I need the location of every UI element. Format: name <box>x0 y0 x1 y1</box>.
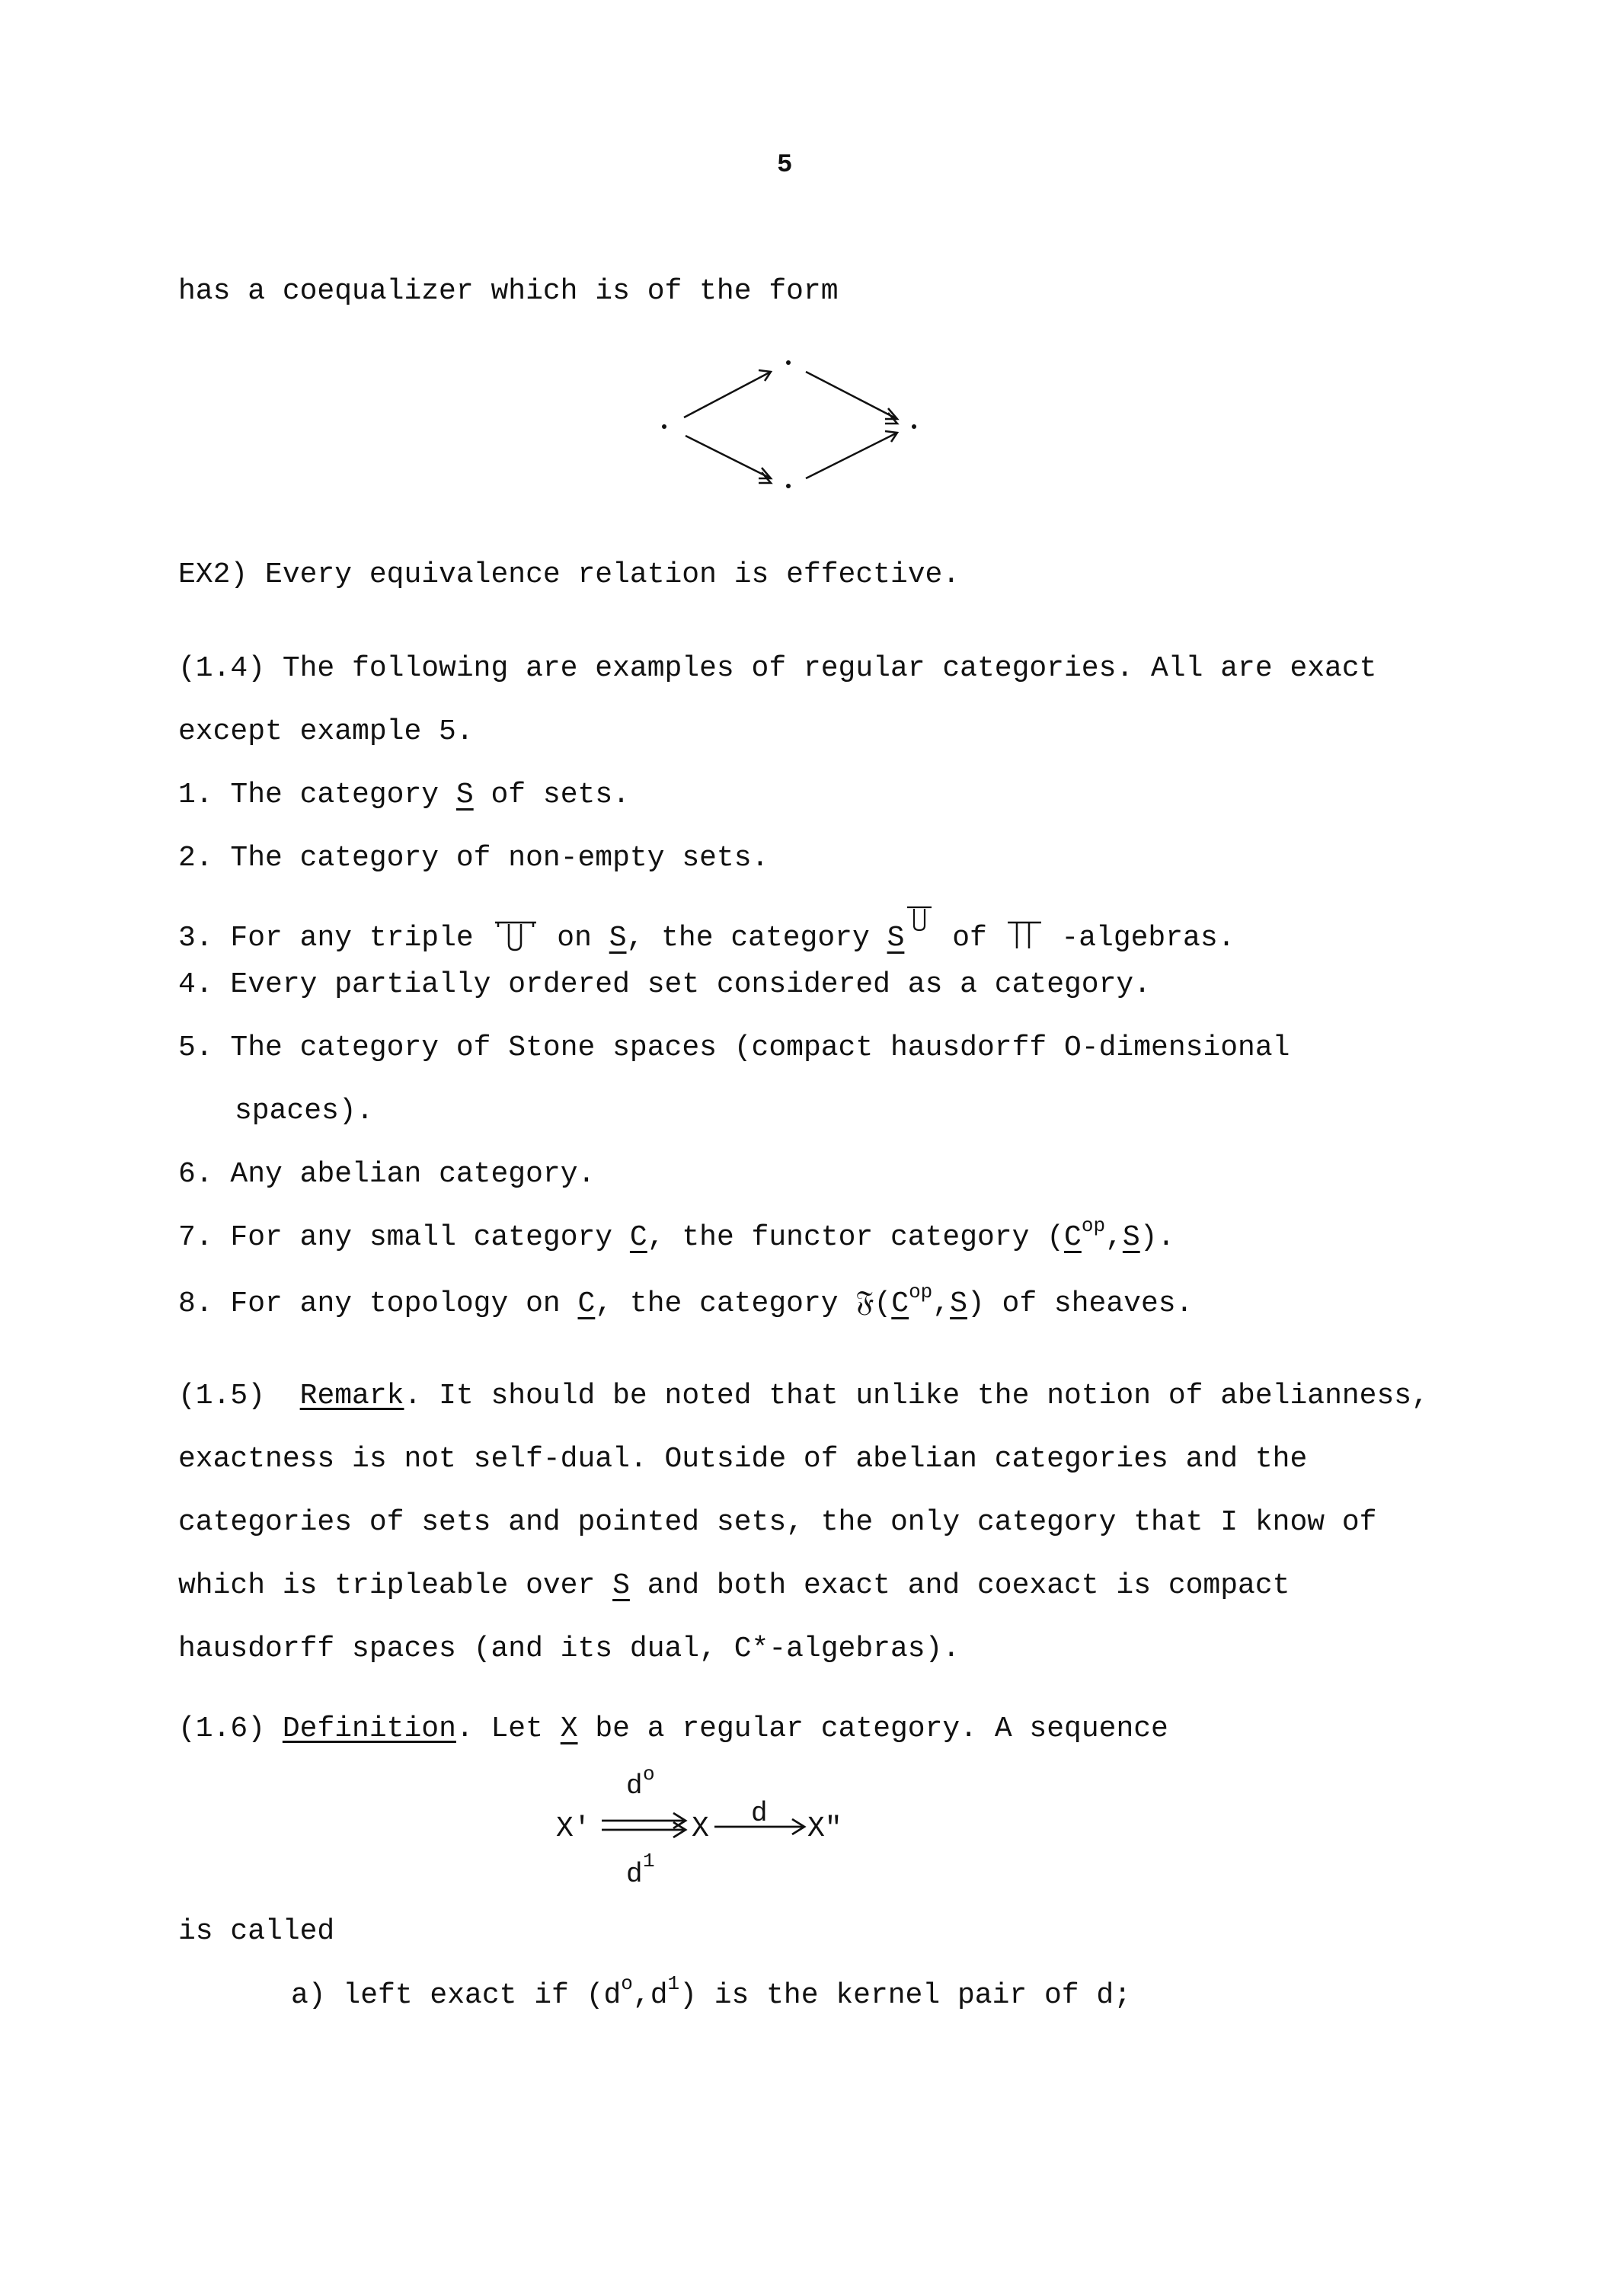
definition-label: Definition <box>282 1712 456 1745</box>
category-C: C <box>577 1287 596 1320</box>
category-X: X <box>560 1712 578 1745</box>
arrow-left-bottom <box>686 436 771 478</box>
object-X-double-prime: X" <box>807 1812 842 1845</box>
is-called-text: is called <box>178 1915 335 1948</box>
category-S: S <box>609 922 627 955</box>
morphism-d: d <box>751 1798 768 1829</box>
category-C: C <box>1064 1221 1082 1254</box>
condition-a: a) left exact if $(d^o,d^1)$ is the kernel pair of d; <box>291 1972 1132 2012</box>
triple-T-symbol <box>1005 918 1044 953</box>
arrow-bottom-right <box>806 433 897 478</box>
category-S: S <box>950 1287 967 1320</box>
category-S: S <box>455 779 474 811</box>
arrow-left-top <box>684 372 771 417</box>
list-item-2: 2. The category of non-empty sets. <box>178 842 769 875</box>
remark-line1: (1.5) Remark. It should be noted that unlike the notion of abelianness, <box>178 1380 1429 1412</box>
diagram-node-top <box>786 360 791 365</box>
morphism-d1: d <box>626 1859 643 1890</box>
remark-line4: which is tripleable over S and both exact and coexact is compact <box>178 1569 1290 1602</box>
remark-line3: categories of sets and pointed sets, the only category that I know of <box>178 1506 1377 1539</box>
list-item-4: 4. Every partially ordered set considered as a category. <box>178 968 1152 1001</box>
list-item-1: 1. The category S of sets. <box>178 779 630 811</box>
coequalizer-diagram <box>655 350 929 503</box>
list-item-5-continued: spaces). <box>235 1095 374 1127</box>
category-S: S <box>1122 1221 1140 1254</box>
op-superscript: op <box>1081 1214 1106 1238</box>
section-1-4-line2: except example 5. <box>178 715 474 748</box>
op-superscript: op <box>909 1281 933 1304</box>
triple-T-superscript <box>904 904 935 939</box>
sequence-diagram <box>548 1760 868 1897</box>
diagram-node-right <box>912 424 916 429</box>
remark-label: Remark <box>299 1380 404 1412</box>
object-X-prime: X' <box>556 1812 591 1845</box>
remark-line2: exactness is not self-dual. Outside of abelian categories and the <box>178 1443 1308 1476</box>
morphism-d1-sup: 1 <box>643 1850 655 1872</box>
list-item-5: 5. The category of Stone spaces (compact hausdorff O-dimensional <box>178 1031 1290 1064</box>
category-C: C <box>629 1221 647 1254</box>
category-C: C <box>891 1287 909 1320</box>
category-S: S <box>887 922 905 955</box>
list-item-8: 8. For any topology on C, the category $𝔉(C^{op},S)$ of sheaves. <box>178 1281 1194 1320</box>
morphism-d0: d <box>626 1770 643 1802</box>
section-1-4-line1: (1.4) The following are examples of regular categories. All are exact <box>178 652 1377 685</box>
object-X: X <box>692 1812 709 1845</box>
category-S: S <box>612 1569 630 1602</box>
page-number: 5 <box>777 151 793 180</box>
diagram-node-left <box>662 424 666 429</box>
triple-T-symbol <box>491 918 539 953</box>
list-item-7: 7. For any small category C, the functor category $(C^{op},S)$. <box>178 1214 1175 1254</box>
intro-text: has a coequalizer which is of the form <box>178 275 839 308</box>
list-item-6: 6. Any abelian category. <box>178 1158 596 1191</box>
definition-line: (1.6) Definition. Let X be a regular category. A sequence <box>178 1712 1168 1745</box>
remark-line5: hausdorff spaces (and its dual, C*-algebras). <box>178 1632 960 1665</box>
morphism-d0-sup: o <box>643 1763 655 1786</box>
diagram-node-bottom <box>786 484 791 488</box>
sheaf-symbol: 𝔉 <box>855 1284 874 1318</box>
arrow-top-right <box>806 372 897 419</box>
ex2-text: EX2) Every equivalence relation is effective. <box>178 558 960 591</box>
list-item-3: 3. For any triple on S, the category S of -algebras. <box>178 904 1235 956</box>
